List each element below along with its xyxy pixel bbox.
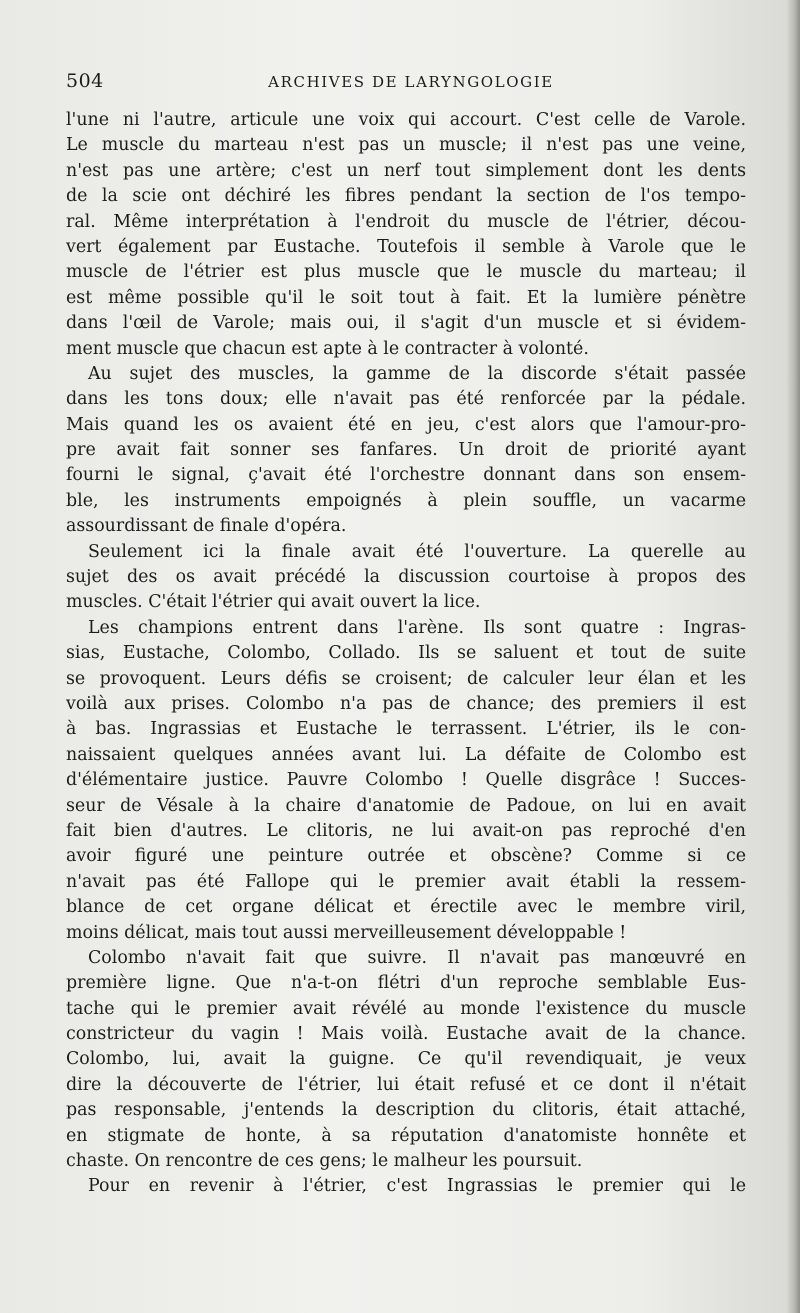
page-edge-shadow bbox=[786, 0, 800, 1313]
text-line: Mais quand les os avaient été en jeu, c'est alors que l'amour-pro- bbox=[66, 414, 746, 435]
text-line: fait bien d'autres. Le clitoris, ne lui avait-on pas reproché d'en bbox=[66, 820, 746, 841]
text-line: chaste. On rencontre de ces gens; le malheur les poursuit. bbox=[66, 1151, 583, 1172]
text-line: en stigmate de honte, à sa réputation d'anatomiste honnête et bbox=[66, 1125, 746, 1146]
text-line: fourni le signal, ç'avait été l'orchestre donnant dans son ensem- bbox=[66, 465, 746, 486]
text-line: de la scie ont déchiré les fibres pendant la section de l'os tempo- bbox=[66, 186, 746, 207]
text-line: Le muscle du marteau n'est pas un muscle; il n'est pas une veine, bbox=[66, 135, 746, 156]
text-line: l'une ni l'autre, articule une voix qui accourt. C'est celle de Varole. bbox=[66, 110, 746, 130]
text-line: Colombo n'avait fait que suivre. Il n'avait pas manœuvré en bbox=[88, 947, 746, 968]
text-line: avoir figuré une peinture outrée et obscène? Comme si ce bbox=[66, 846, 746, 867]
text-line: se provoquent. Leurs défis se croisent; de calculer leur élan et les bbox=[66, 668, 746, 689]
text-line: n'est pas une artère; c'est un nerf tout simplement dont les dents bbox=[66, 160, 746, 181]
text-line: sias, Eustache, Colombo, Collado. Ils se saluent et tout de suite bbox=[66, 643, 746, 664]
text-line: Au sujet des muscles, la gamme de la discorde s'était passée bbox=[88, 363, 746, 384]
text-line: à bas. Ingrassias et Eustache le terrassent. L'étrier, ils le con- bbox=[66, 719, 746, 740]
body-text bbox=[66, 108, 746, 1200]
text-line: dire la découverte de l'étrier, lui était refusé et ce dont il n'était bbox=[66, 1074, 746, 1095]
text-line: première ligne. Que n'a-t-on flétri d'un reproche semblable Eus- bbox=[66, 973, 746, 994]
text-line: ral. Même interprétation à l'endroit du muscle de l'étrier, décou- bbox=[66, 211, 746, 232]
page-number: 504 bbox=[66, 70, 104, 92]
text-line: vert également par Eustache. Toutefois il semble à Varole que le bbox=[66, 236, 746, 257]
text-line: muscles. C'était l'étrier qui avait ouvert la lice. bbox=[66, 592, 481, 613]
text-line: ble, les instruments empoignés à plein souffle, un vacarme bbox=[66, 490, 746, 511]
text-line: seur de Vésale à la chaire d'anatomie de Padoue, on lui en avait bbox=[66, 795, 746, 816]
text-line: Les champions entrent dans l'arène. Ils sont quatre : Ingras- bbox=[88, 617, 746, 638]
text-line: dans l'œil de Varole; mais oui, il s'agit d'un muscle et si évidem- bbox=[66, 313, 746, 334]
text-line: sujet des os avait précédé la discussion courtoise à propos des bbox=[66, 567, 746, 588]
text-line: Pour en revenir à l'étrier, c'est Ingrassias le premier qui le bbox=[88, 1176, 746, 1197]
page-header bbox=[66, 70, 756, 100]
text-line: naissaient quelques années avant lui. La défaite de Colombo est bbox=[66, 744, 746, 765]
text-line: tache qui le premier avait révélé au monde l'existence du muscle bbox=[66, 998, 746, 1019]
text-line: dans les tons doux; elle n'avait pas été renforcée par la pédale. bbox=[66, 389, 746, 410]
text-line: est même possible qu'il le soit tout à fait. Et la lumière pénètre bbox=[66, 287, 746, 308]
text-line: ment muscle que chacun est apte à le contracter à volonté. bbox=[66, 338, 589, 359]
text-line: n'avait pas été Fallope qui le premier avait établi la ressem- bbox=[66, 871, 746, 892]
text-line: Seulement ici la finale avait été l'ouverture. La querelle au bbox=[88, 541, 746, 562]
text-line: Colombo, lui, avait la guigne. Ce qu'il revendiquait, je veux bbox=[66, 1049, 746, 1070]
running-title: ARCHIVES DE LARYNGOLOGIE bbox=[268, 73, 554, 91]
text-line: muscle de l'étrier est plus muscle que le muscle du marteau; il bbox=[66, 262, 746, 283]
text-line: blance de cet organe délicat et érectile avec le membre viril, bbox=[66, 897, 746, 918]
text-line: pas responsable, j'entends la description du clitoris, était attaché, bbox=[66, 1100, 746, 1121]
text-line: voilà aux prises. Colombo n'a pas de chance; des premiers il est bbox=[66, 693, 746, 714]
text-line: pre avait fait sonner ses fanfares. Un droit de priorité ayant bbox=[66, 440, 746, 461]
text-line: assourdissant de finale d'opéra. bbox=[66, 516, 347, 537]
text-line: moins délicat, mais tout aussi merveilleusement développable ! bbox=[66, 922, 627, 943]
text-line: d'élémentaire justice. Pauvre Colombo ! Quelle disgrâce ! Succes- bbox=[66, 770, 746, 791]
text-line: constricteur du vagin ! Mais voilà. Eustache avait de la chance. bbox=[66, 1024, 746, 1045]
